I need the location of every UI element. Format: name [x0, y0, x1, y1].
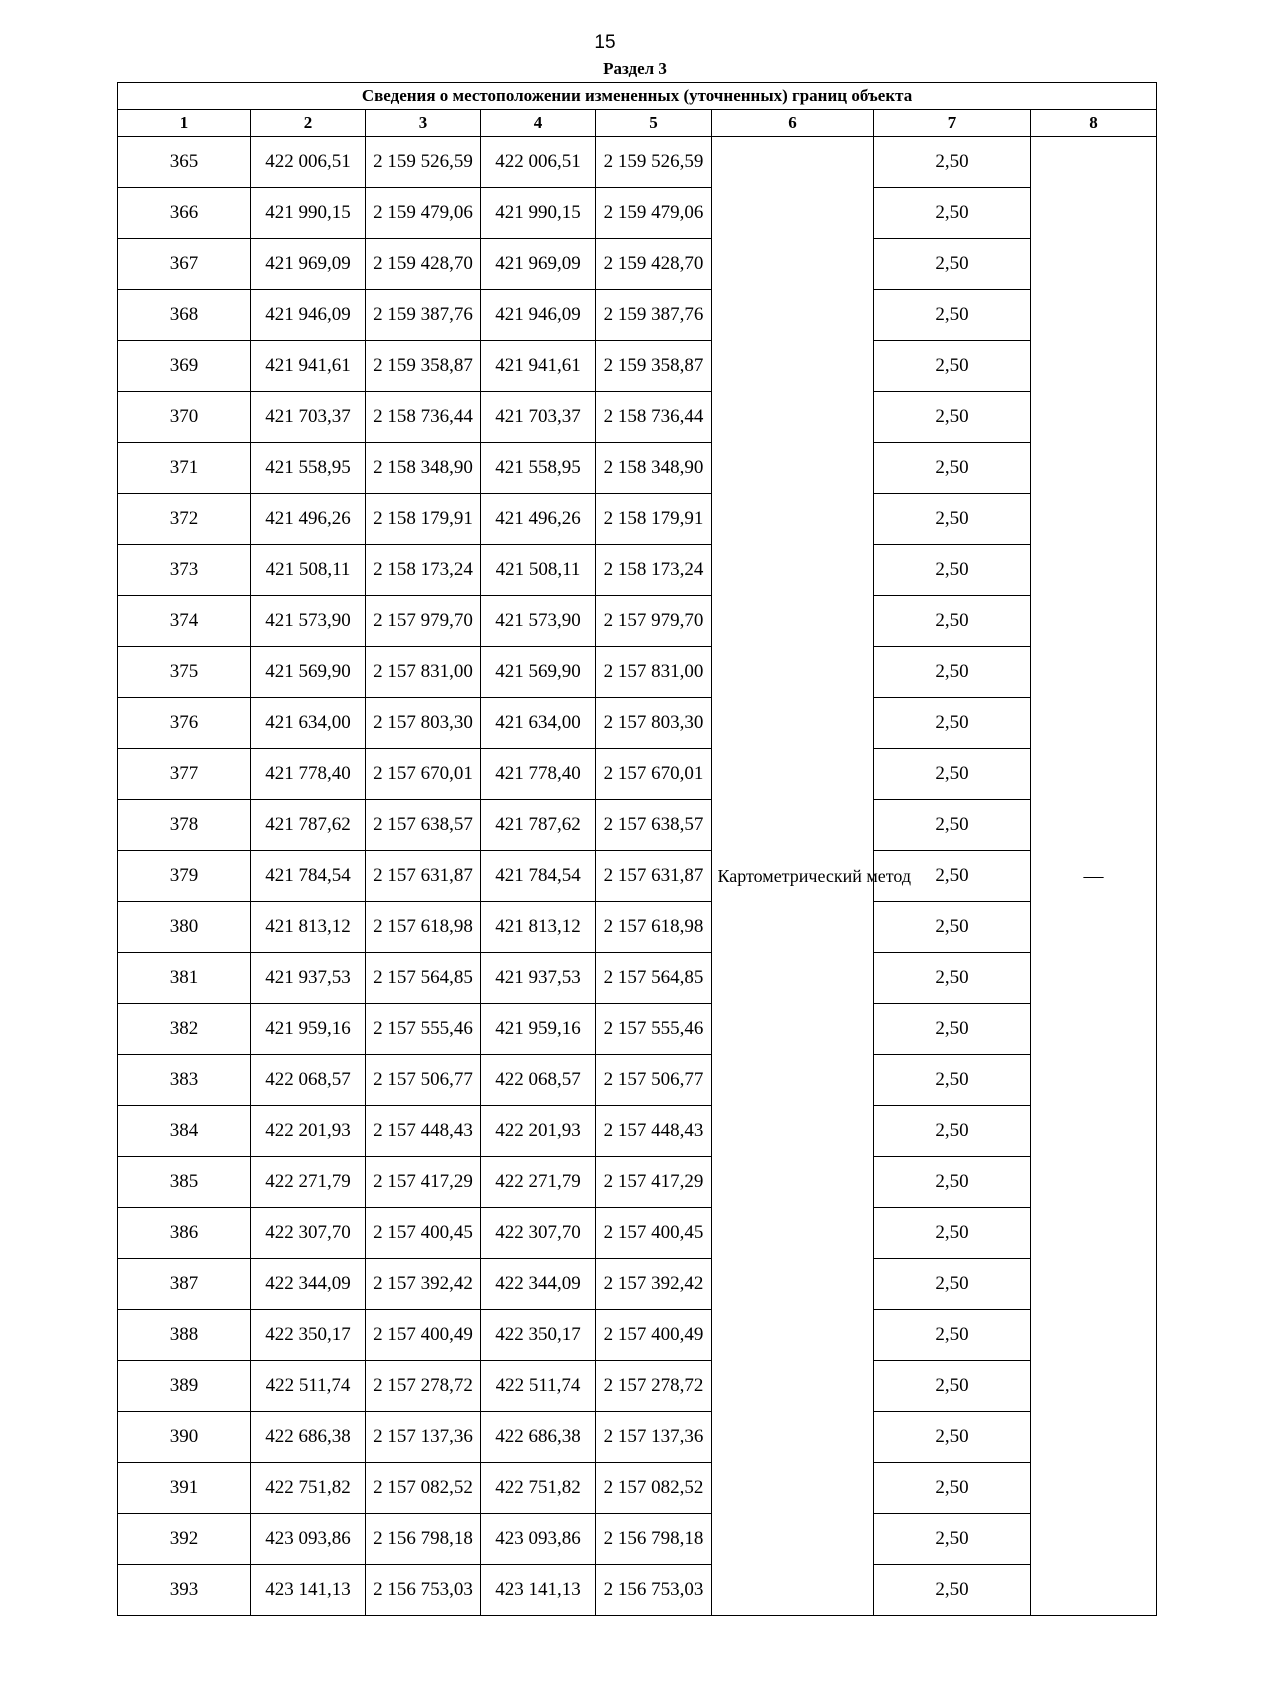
- new-x-cell: 422 344,09: [481, 1259, 596, 1310]
- old-y-cell: 2 158 173,24: [366, 545, 481, 596]
- old-y-cell: 2 157 555,46: [366, 1004, 481, 1055]
- old-x-cell: 422 350,17: [251, 1310, 366, 1361]
- old-y-cell: 2 157 638,57: [366, 800, 481, 851]
- column-number-4: 4: [481, 110, 596, 137]
- old-x-cell: 422 271,79: [251, 1157, 366, 1208]
- point-number-cell: 369: [118, 341, 251, 392]
- new-x-cell: 422 751,82: [481, 1463, 596, 1514]
- point-number-cell: 376: [118, 698, 251, 749]
- old-x-cell: 421 573,90: [251, 596, 366, 647]
- new-y-cell: 2 159 387,76: [596, 290, 712, 341]
- old-x-cell: 423 141,13: [251, 1565, 366, 1616]
- table-row: [118, 1514, 1157, 1565]
- table-row: [118, 1565, 1157, 1616]
- old-x-cell: 421 959,16: [251, 1004, 366, 1055]
- old-x-cell: 421 946,09: [251, 290, 366, 341]
- old-y-cell: 2 158 348,90: [366, 443, 481, 494]
- column-number-1: 1: [118, 110, 251, 137]
- old-y-cell: 2 157 082,52: [366, 1463, 481, 1514]
- accuracy-cell: 2,50: [874, 545, 1031, 596]
- new-x-cell: 421 778,40: [481, 749, 596, 800]
- old-x-cell: 421 990,15: [251, 188, 366, 239]
- point-number-cell: 365: [118, 137, 251, 188]
- new-y-cell: 2 157 555,46: [596, 1004, 712, 1055]
- accuracy-cell: 2,50: [874, 1055, 1031, 1106]
- column-number-7: 7: [874, 110, 1031, 137]
- table-row: [118, 1259, 1157, 1310]
- table-row: [118, 443, 1157, 494]
- new-x-cell: 421 634,00: [481, 698, 596, 749]
- old-y-cell: 2 158 736,44: [366, 392, 481, 443]
- new-y-cell: 2 158 736,44: [596, 392, 712, 443]
- accuracy-cell: 2,50: [874, 1004, 1031, 1055]
- point-number-cell: 380: [118, 902, 251, 953]
- point-number-cell: 392: [118, 1514, 251, 1565]
- new-x-cell: 421 813,12: [481, 902, 596, 953]
- new-x-cell: 423 093,86: [481, 1514, 596, 1565]
- new-x-cell: 421 969,09: [481, 239, 596, 290]
- old-y-cell: 2 156 753,03: [366, 1565, 481, 1616]
- accuracy-cell: 2,50: [874, 1463, 1031, 1514]
- accuracy-cell: 2,50: [874, 698, 1031, 749]
- new-x-cell: 421 941,61: [481, 341, 596, 392]
- old-x-cell: 421 634,00: [251, 698, 366, 749]
- accuracy-cell: 2,50: [874, 290, 1031, 341]
- accuracy-cell: 2,50: [874, 1310, 1031, 1361]
- table-row: [118, 800, 1157, 851]
- new-x-cell: 421 569,90: [481, 647, 596, 698]
- new-y-cell: 2 157 638,57: [596, 800, 712, 851]
- point-number-cell: 391: [118, 1463, 251, 1514]
- point-number-cell: 368: [118, 290, 251, 341]
- new-y-cell: 2 157 400,49: [596, 1310, 712, 1361]
- point-number-cell: 381: [118, 953, 251, 1004]
- accuracy-cell: 2,50: [874, 1361, 1031, 1412]
- point-number-cell: 374: [118, 596, 251, 647]
- point-number-cell: 386: [118, 1208, 251, 1259]
- new-x-cell: 422 006,51: [481, 137, 596, 188]
- old-y-cell: 2 157 278,72: [366, 1361, 481, 1412]
- column-number-row: [118, 110, 1157, 137]
- point-number-cell: 393: [118, 1565, 251, 1616]
- old-y-cell: 2 157 392,42: [366, 1259, 481, 1310]
- accuracy-cell: 2,50: [874, 137, 1031, 188]
- new-y-cell: 2 157 670,01: [596, 749, 712, 800]
- old-x-cell: 421 937,53: [251, 953, 366, 1004]
- accuracy-cell: 2,50: [874, 239, 1031, 290]
- new-x-cell: 421 787,62: [481, 800, 596, 851]
- table-row: [118, 1208, 1157, 1259]
- accuracy-cell: 2,50: [874, 749, 1031, 800]
- method-text: Картометрический метод: [717, 866, 912, 886]
- accuracy-cell: 2,50: [874, 494, 1031, 545]
- new-x-cell: 422 511,74: [481, 1361, 596, 1412]
- old-y-cell: 2 157 417,29: [366, 1157, 481, 1208]
- old-y-cell: 2 157 631,87: [366, 851, 481, 902]
- table-row: [118, 341, 1157, 392]
- old-x-cell: 422 307,70: [251, 1208, 366, 1259]
- new-x-cell: 422 271,79: [481, 1157, 596, 1208]
- new-y-cell: 2 157 400,45: [596, 1208, 712, 1259]
- old-x-cell: 422 686,38: [251, 1412, 366, 1463]
- old-x-cell: 422 344,09: [251, 1259, 366, 1310]
- column-number-8: 8: [1031, 110, 1157, 137]
- old-x-cell: 423 093,86: [251, 1514, 366, 1565]
- old-x-cell: 421 496,26: [251, 494, 366, 545]
- old-y-cell: 2 157 400,49: [366, 1310, 481, 1361]
- table-row: [118, 1106, 1157, 1157]
- old-x-cell: 422 201,93: [251, 1106, 366, 1157]
- new-x-cell: 422 686,38: [481, 1412, 596, 1463]
- new-y-cell: 2 157 082,52: [596, 1463, 712, 1514]
- accuracy-cell: 2,50: [874, 647, 1031, 698]
- old-y-cell: 2 157 979,70: [366, 596, 481, 647]
- old-x-cell: 421 787,62: [251, 800, 366, 851]
- table-row: [118, 1463, 1157, 1514]
- old-y-cell: 2 158 179,91: [366, 494, 481, 545]
- new-y-cell: 2 159 428,70: [596, 239, 712, 290]
- new-y-cell: 2 157 979,70: [596, 596, 712, 647]
- method-cell: [712, 137, 912, 1616]
- accuracy-cell: 2,50: [874, 953, 1031, 1004]
- column-number-2: 2: [251, 110, 366, 137]
- new-y-cell: 2 157 803,30: [596, 698, 712, 749]
- new-y-cell: 2 157 631,87: [596, 851, 712, 902]
- point-number-cell: 387: [118, 1259, 251, 1310]
- point-number-cell: 388: [118, 1310, 251, 1361]
- old-y-cell: 2 157 137,36: [366, 1412, 481, 1463]
- accuracy-cell: 2,50: [874, 1106, 1031, 1157]
- accuracy-cell: 2,50: [874, 1565, 1031, 1616]
- new-y-cell: 2 156 753,03: [596, 1565, 712, 1616]
- column-number-3: 3: [366, 110, 481, 137]
- new-y-cell: 2 157 417,29: [596, 1157, 712, 1208]
- old-y-cell: 2 157 831,00: [366, 647, 481, 698]
- table-row: [118, 1361, 1157, 1412]
- new-x-cell: 421 946,09: [481, 290, 596, 341]
- old-x-cell: 422 511,74: [251, 1361, 366, 1412]
- point-number-cell: 378: [118, 800, 251, 851]
- old-y-cell: 2 157 506,77: [366, 1055, 481, 1106]
- new-y-cell: 2 157 278,72: [596, 1361, 712, 1412]
- new-y-cell: 2 157 137,36: [596, 1412, 712, 1463]
- new-y-cell: 2 159 479,06: [596, 188, 712, 239]
- old-x-cell: 422 068,57: [251, 1055, 366, 1106]
- new-y-cell: 2 157 448,43: [596, 1106, 712, 1157]
- old-x-cell: 421 569,90: [251, 647, 366, 698]
- new-y-cell: 2 158 179,91: [596, 494, 712, 545]
- new-y-cell: 2 159 526,59: [596, 137, 712, 188]
- accuracy-cell: 2,50: [874, 188, 1031, 239]
- accuracy-cell: 2,50: [874, 1157, 1031, 1208]
- table-row: [118, 1004, 1157, 1055]
- table-row: [118, 290, 1157, 341]
- table-row: [118, 1412, 1157, 1463]
- new-x-cell: 421 784,54: [481, 851, 596, 902]
- old-x-cell: 422 006,51: [251, 137, 366, 188]
- old-y-cell: 2 157 564,85: [366, 953, 481, 1004]
- point-number-cell: 389: [118, 1361, 251, 1412]
- point-number-cell: 384: [118, 1106, 251, 1157]
- new-y-cell: 2 158 348,90: [596, 443, 712, 494]
- point-number-cell: 370: [118, 392, 251, 443]
- accuracy-cell: 2,50: [874, 1208, 1031, 1259]
- point-number-cell: 383: [118, 1055, 251, 1106]
- new-x-cell: 422 307,70: [481, 1208, 596, 1259]
- table-row: [118, 188, 1157, 239]
- new-x-cell: 421 573,90: [481, 596, 596, 647]
- table-row: [118, 953, 1157, 1004]
- old-y-cell: 2 157 803,30: [366, 698, 481, 749]
- page-number: 15: [594, 32, 616, 53]
- old-y-cell: 2 157 448,43: [366, 1106, 481, 1157]
- new-x-cell: 421 959,16: [481, 1004, 596, 1055]
- point-number-cell: 366: [118, 188, 251, 239]
- point-number-cell: 372: [118, 494, 251, 545]
- table-row: [118, 647, 1157, 698]
- old-x-cell: 421 508,11: [251, 545, 366, 596]
- old-y-cell: 2 159 428,70: [366, 239, 481, 290]
- point-number-cell: 382: [118, 1004, 251, 1055]
- point-number-cell: 371: [118, 443, 251, 494]
- old-x-cell: 421 703,37: [251, 392, 366, 443]
- accuracy-cell: 2,50: [874, 851, 1031, 902]
- accuracy-cell: 2,50: [874, 902, 1031, 953]
- old-y-cell: 2 156 798,18: [366, 1514, 481, 1565]
- table-body: [118, 137, 1157, 1616]
- point-number-cell: 377: [118, 749, 251, 800]
- table-row: [118, 851, 1157, 902]
- new-x-cell: 421 558,95: [481, 443, 596, 494]
- new-x-cell: 422 350,17: [481, 1310, 596, 1361]
- accuracy-cell: 2,50: [874, 800, 1031, 851]
- old-x-cell: 422 751,82: [251, 1463, 366, 1514]
- new-y-cell: 2 157 392,42: [596, 1259, 712, 1310]
- table-caption-row: [118, 83, 1157, 110]
- table-row: [118, 1157, 1157, 1208]
- old-y-cell: 2 157 618,98: [366, 902, 481, 953]
- accuracy-cell: 2,50: [874, 596, 1031, 647]
- old-y-cell: 2 159 479,06: [366, 188, 481, 239]
- new-x-cell: 423 141,13: [481, 1565, 596, 1616]
- old-y-cell: 2 159 526,59: [366, 137, 481, 188]
- old-x-cell: 421 558,95: [251, 443, 366, 494]
- accuracy-cell: 2,50: [874, 341, 1031, 392]
- table-caption: Сведения о местоположении измененных (уточненных) границ объекта: [118, 83, 1157, 110]
- table-row: [118, 392, 1157, 443]
- accuracy-cell: 2,50: [874, 392, 1031, 443]
- old-x-cell: 421 813,12: [251, 902, 366, 953]
- table-row: [118, 902, 1157, 953]
- section-title: Раздел 3: [603, 59, 667, 78]
- new-y-cell: 2 158 173,24: [596, 545, 712, 596]
- note-cell: —: [1031, 137, 1157, 1616]
- table-row: [118, 239, 1157, 290]
- point-number-cell: 385: [118, 1157, 251, 1208]
- accuracy-cell: 2,50: [874, 1259, 1031, 1310]
- new-y-cell: 2 156 798,18: [596, 1514, 712, 1565]
- new-x-cell: 421 937,53: [481, 953, 596, 1004]
- column-number-5: 5: [596, 110, 712, 137]
- accuracy-cell: 2,50: [874, 443, 1031, 494]
- old-x-cell: 421 969,09: [251, 239, 366, 290]
- coordinates-table: [117, 82, 1157, 1616]
- point-number-cell: 379: [118, 851, 251, 902]
- new-y-cell: 2 157 618,98: [596, 902, 712, 953]
- new-y-cell: 2 157 564,85: [596, 953, 712, 1004]
- point-number-cell: 390: [118, 1412, 251, 1463]
- old-x-cell: 421 784,54: [251, 851, 366, 902]
- new-x-cell: 421 703,37: [481, 392, 596, 443]
- table-row: [118, 698, 1157, 749]
- table-row: [118, 137, 1157, 188]
- table-row: [118, 494, 1157, 545]
- table-row: [118, 1310, 1157, 1361]
- new-y-cell: 2 159 358,87: [596, 341, 712, 392]
- old-y-cell: 2 157 400,45: [366, 1208, 481, 1259]
- old-x-cell: 421 778,40: [251, 749, 366, 800]
- table-row: [118, 596, 1157, 647]
- column-number-6: 6: [712, 110, 874, 137]
- accuracy-cell: 2,50: [874, 1514, 1031, 1565]
- table-row: [118, 545, 1157, 596]
- old-y-cell: 2 159 358,87: [366, 341, 481, 392]
- table-row: [118, 1055, 1157, 1106]
- table-row: [118, 749, 1157, 800]
- new-x-cell: 422 068,57: [481, 1055, 596, 1106]
- new-x-cell: 421 508,11: [481, 545, 596, 596]
- point-number-cell: 375: [118, 647, 251, 698]
- old-y-cell: 2 159 387,76: [366, 290, 481, 341]
- accuracy-cell: 2,50: [874, 1412, 1031, 1463]
- new-x-cell: 421 990,15: [481, 188, 596, 239]
- new-y-cell: 2 157 506,77: [596, 1055, 712, 1106]
- old-x-cell: 421 941,61: [251, 341, 366, 392]
- point-number-cell: 367: [118, 239, 251, 290]
- new-x-cell: 422 201,93: [481, 1106, 596, 1157]
- new-x-cell: 421 496,26: [481, 494, 596, 545]
- point-number-cell: 373: [118, 545, 251, 596]
- old-y-cell: 2 157 670,01: [366, 749, 481, 800]
- new-y-cell: 2 157 831,00: [596, 647, 712, 698]
